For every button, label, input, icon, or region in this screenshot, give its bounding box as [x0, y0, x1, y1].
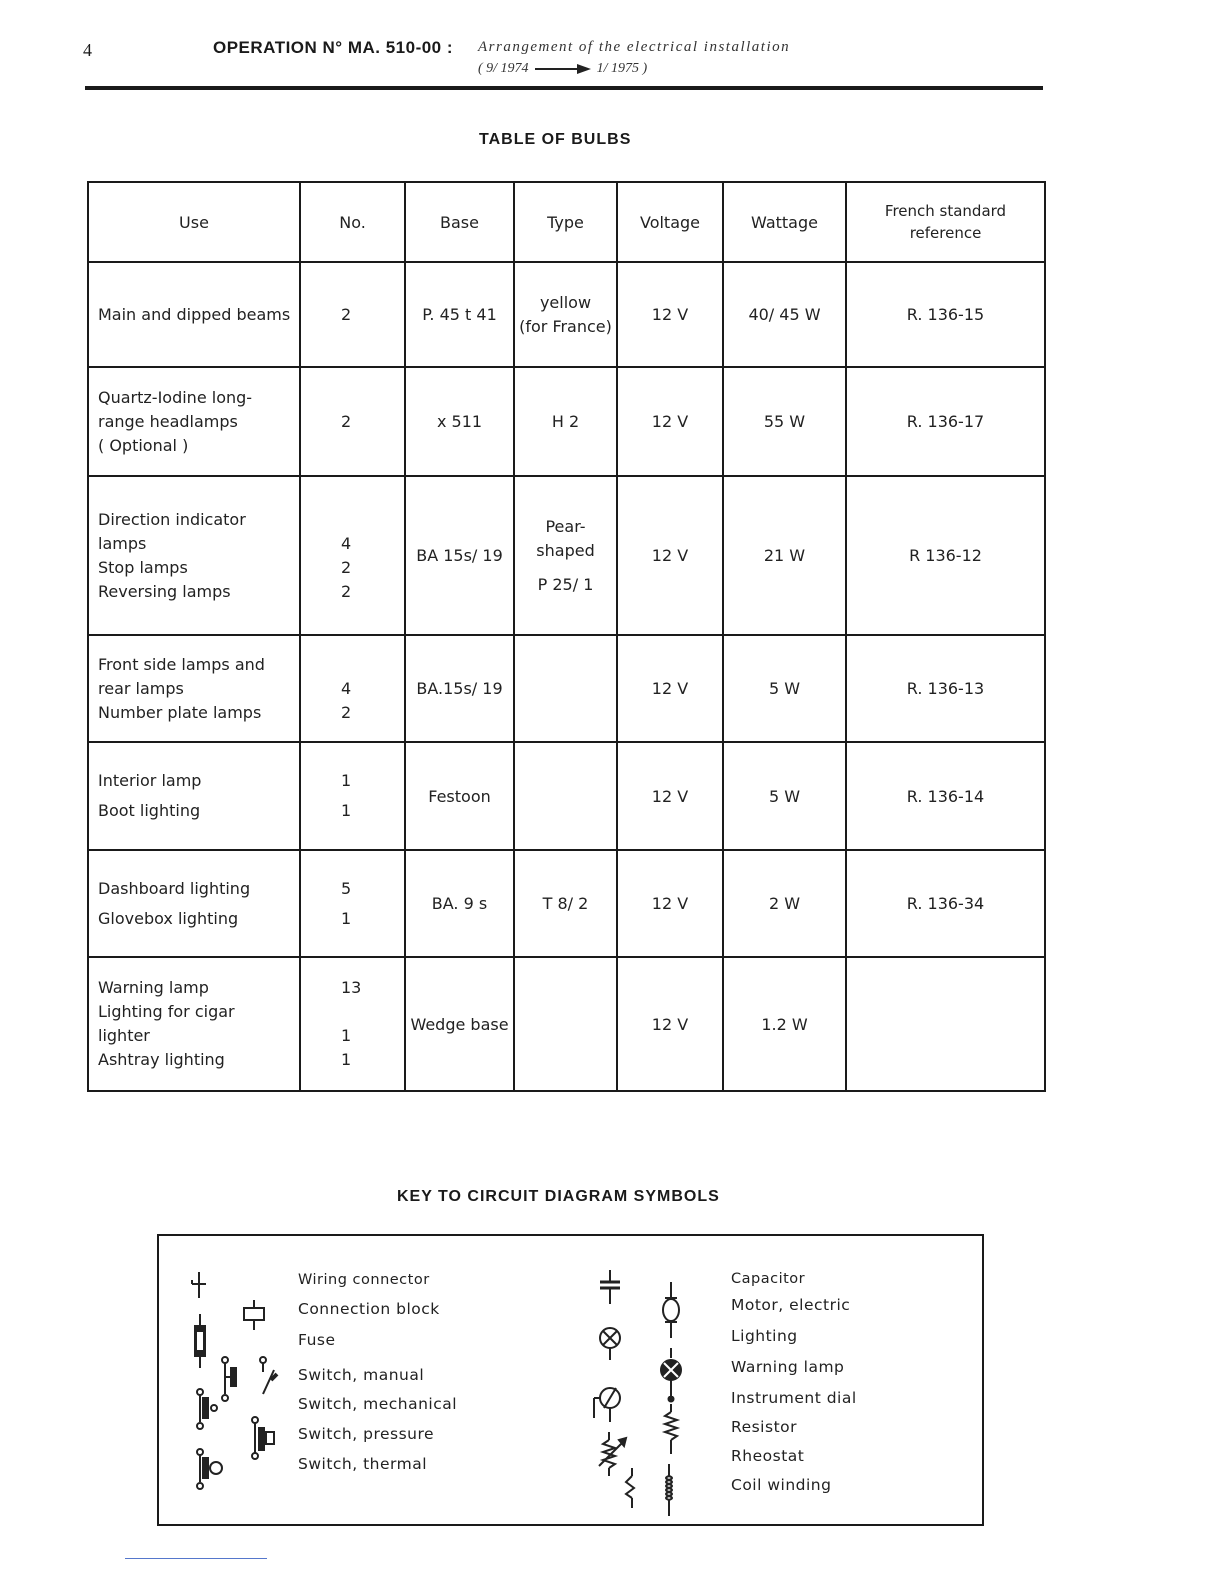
cell-use: [88, 476, 300, 635]
cell-type: [514, 742, 617, 850]
use-line: Dashboard lighting: [98, 878, 251, 898]
use-line: Number plate lamps: [98, 702, 262, 722]
resistor-icon: [661, 1396, 681, 1454]
key-label-switch-mechanical: Switch, mechanical: [298, 1395, 458, 1413]
cell-use: [88, 262, 300, 367]
key-label-coil-winding: Coil winding: [731, 1476, 832, 1494]
table-header-row: [88, 182, 1045, 262]
key-label-warning-lamp: Warning lamp: [731, 1358, 845, 1376]
table-row: [88, 262, 1045, 367]
no-line: 1: [341, 908, 352, 928]
cell-use: [88, 635, 300, 742]
type-line: Pear-shaped: [536, 516, 595, 560]
cell-voltage: 12 V: [617, 850, 723, 957]
use-line: lamps: [98, 533, 147, 553]
cell-no: [300, 367, 405, 476]
bulbs-table: [87, 181, 1046, 1092]
cell-no: [300, 742, 405, 850]
use-line: Direction indicator: [98, 509, 246, 529]
cell-ref: R. 136-13: [846, 635, 1045, 742]
operation-title: OPERATION N° MA. 510-00 :: [213, 38, 454, 57]
cell-ref: R. 136-15: [846, 262, 1045, 367]
no-line: 2: [341, 581, 352, 601]
cell-ref: R. 136-17: [846, 367, 1045, 476]
arrow-right-icon: [535, 64, 591, 74]
no-line: [341, 508, 396, 532]
key-label-switch-thermal: Switch, thermal: [298, 1455, 428, 1473]
use-line: Interior lamp: [98, 771, 202, 790]
cell-no: [300, 262, 405, 367]
coil-winding-icon: [659, 1464, 679, 1516]
date-to: 1/ 1975 ): [596, 61, 648, 76]
table-row: [88, 635, 1045, 742]
col-wattage: Wattage: [723, 182, 846, 262]
cell-base: BA. 9 s: [405, 850, 514, 957]
warning-lamp-icon: [659, 1348, 683, 1396]
key-label-capacitor: Capacitor: [731, 1271, 806, 1287]
instrument-dial-icon: [592, 1382, 624, 1422]
table-row: [88, 957, 1045, 1091]
type-line: H 2: [551, 411, 580, 431]
switch-mechanical-icon: [194, 1386, 224, 1432]
cell-use: [88, 367, 300, 476]
use-line: Reversing lamps: [98, 581, 231, 601]
no-line: 2: [341, 702, 352, 722]
no-line: 4: [341, 678, 352, 698]
cell-wattage: 5 W: [723, 742, 846, 850]
operation-subtitle: Arrangement of the electrical installation: [478, 39, 791, 55]
no-line: 2: [341, 557, 352, 577]
cell-base: BA 15s/ 19: [405, 476, 514, 635]
no-line: 4: [341, 533, 352, 553]
key-label-resistor: Resistor: [731, 1418, 797, 1436]
key-label-wiring-connector: Wiring connector: [298, 1272, 430, 1288]
col-type: Type: [514, 182, 617, 262]
fuse-icon: [192, 1314, 208, 1368]
no-line: 1: [341, 801, 352, 820]
date-from: ( 9/ 1974: [478, 61, 529, 76]
use-line: Front side lamps and: [98, 654, 265, 674]
no-line: [341, 1000, 396, 1024]
cell-wattage: 21 W: [723, 476, 846, 635]
cell-base: Wedge base: [405, 957, 514, 1091]
key-label-motor-electric: Motor, electric: [731, 1296, 851, 1314]
key-label-switch-manual: Switch, manual: [298, 1366, 425, 1384]
col-no: No.: [300, 182, 405, 262]
cell-ref: [846, 957, 1045, 1091]
key-label-rheostat: Rheostat: [731, 1447, 805, 1465]
col-base: Base: [405, 182, 514, 262]
type-line: T 8/ 2: [542, 893, 589, 913]
use-line: Quartz-Iodine long-: [98, 387, 253, 407]
no-line: [341, 653, 396, 677]
wiring-connector-icon: [189, 1272, 209, 1298]
cell-no: [300, 635, 405, 742]
no-line: 1: [341, 1050, 352, 1069]
key-label-switch-pressure: Switch, pressure: [298, 1425, 435, 1443]
key-label-fuse: Fuse: [298, 1331, 336, 1349]
page-number: 4: [83, 40, 92, 60]
use-line: ( Optional ): [98, 435, 189, 455]
table-row: [88, 476, 1045, 635]
table-row: [88, 367, 1045, 476]
use-line: lighter: [98, 1026, 150, 1045]
cell-voltage: 12 V: [617, 957, 723, 1091]
cell-voltage: 12 V: [617, 476, 723, 635]
col-voltage: Voltage: [617, 182, 723, 262]
cell-wattage: 40/ 45 W: [723, 262, 846, 367]
cell-ref: R. 136-14: [846, 742, 1045, 850]
col-french-ref-line2: reference: [909, 224, 982, 242]
cell-voltage: 12 V: [617, 742, 723, 850]
cell-voltage: 12 V: [617, 635, 723, 742]
cell-wattage: 5 W: [723, 635, 846, 742]
table-row: [88, 742, 1045, 850]
cell-base: BA.15s/ 19: [405, 635, 514, 742]
cell-type: [514, 957, 617, 1091]
cell-use: [88, 957, 300, 1091]
cell-no: [300, 850, 405, 957]
use-line: Glovebox lighting: [98, 908, 239, 928]
no-line: 5: [341, 878, 352, 898]
no-line: 2: [341, 304, 352, 324]
cell-base: x 511: [405, 367, 514, 476]
key-label-lighting: Lighting: [731, 1327, 798, 1345]
cell-ref: R. 136-34: [846, 850, 1045, 957]
no-line: 2: [341, 411, 352, 431]
header-rule: [85, 86, 1043, 90]
cell-wattage: 2 W: [723, 850, 846, 957]
cell-ref: R 136-12: [846, 476, 1045, 635]
cell-voltage: 12 V: [617, 262, 723, 367]
col-french-ref: [846, 182, 1045, 262]
col-use: Use: [88, 182, 300, 262]
cell-voltage: 12 V: [617, 367, 723, 476]
use-line: rear lamps: [98, 678, 184, 698]
cell-type: [514, 635, 617, 742]
use-line: Warning lamp: [98, 978, 209, 997]
use-line: Ashtray lighting: [98, 1050, 225, 1069]
switch-pressure-icon: [249, 1414, 279, 1462]
bulbs-table-title: TABLE OF BULBS: [479, 131, 632, 148]
col-french-ref-line1: French standard: [884, 202, 1007, 220]
coil-winding-icon-small: [624, 1468, 640, 1508]
key-label-connection-block: Connection block: [298, 1300, 440, 1318]
operation-dates: [478, 61, 647, 77]
use-line: Main and dipped beams: [98, 304, 291, 324]
symbols-key-title: KEY TO CIRCUIT DIAGRAM SYMBOLS: [397, 1188, 720, 1205]
bottom-link-line: [125, 1558, 267, 1559]
cell-type: [514, 850, 617, 957]
motor-electric-icon: [659, 1282, 683, 1338]
cell-type: [514, 367, 617, 476]
cell-use: [88, 850, 300, 957]
switch-thermal-icon: [194, 1446, 228, 1490]
capacitor-icon: [599, 1270, 621, 1304]
key-label-instrument-dial: Instrument dial: [731, 1389, 857, 1407]
no-line: 1: [341, 771, 352, 790]
cell-no: [300, 957, 405, 1091]
cell-base: P. 45 t 41: [405, 262, 514, 367]
cell-use: [88, 742, 300, 850]
no-line: 13: [341, 978, 362, 997]
no-line: 1: [341, 1026, 352, 1045]
cell-base: Festoon: [405, 742, 514, 850]
lighting-icon: [598, 1322, 622, 1360]
switch-manual-alt-icon: [258, 1354, 280, 1404]
type-line: yellow: [539, 292, 592, 312]
connection-block-icon: [241, 1300, 267, 1330]
use-line: range headlamps: [98, 411, 238, 431]
symbols-key-box: [157, 1234, 984, 1526]
table-row: [88, 850, 1045, 957]
type-line: (for France): [519, 316, 612, 336]
use-line: Stop lamps: [98, 557, 188, 577]
use-line: Boot lighting: [98, 801, 201, 820]
cell-type: [514, 476, 617, 635]
cell-no: [300, 476, 405, 635]
use-line: Lighting for cigar: [98, 1002, 235, 1021]
cell-wattage: 55 W: [723, 367, 846, 476]
cell-wattage: 1.2 W: [723, 957, 846, 1091]
type-line: P 25/ 1: [537, 574, 594, 594]
cell-type: [514, 262, 617, 367]
